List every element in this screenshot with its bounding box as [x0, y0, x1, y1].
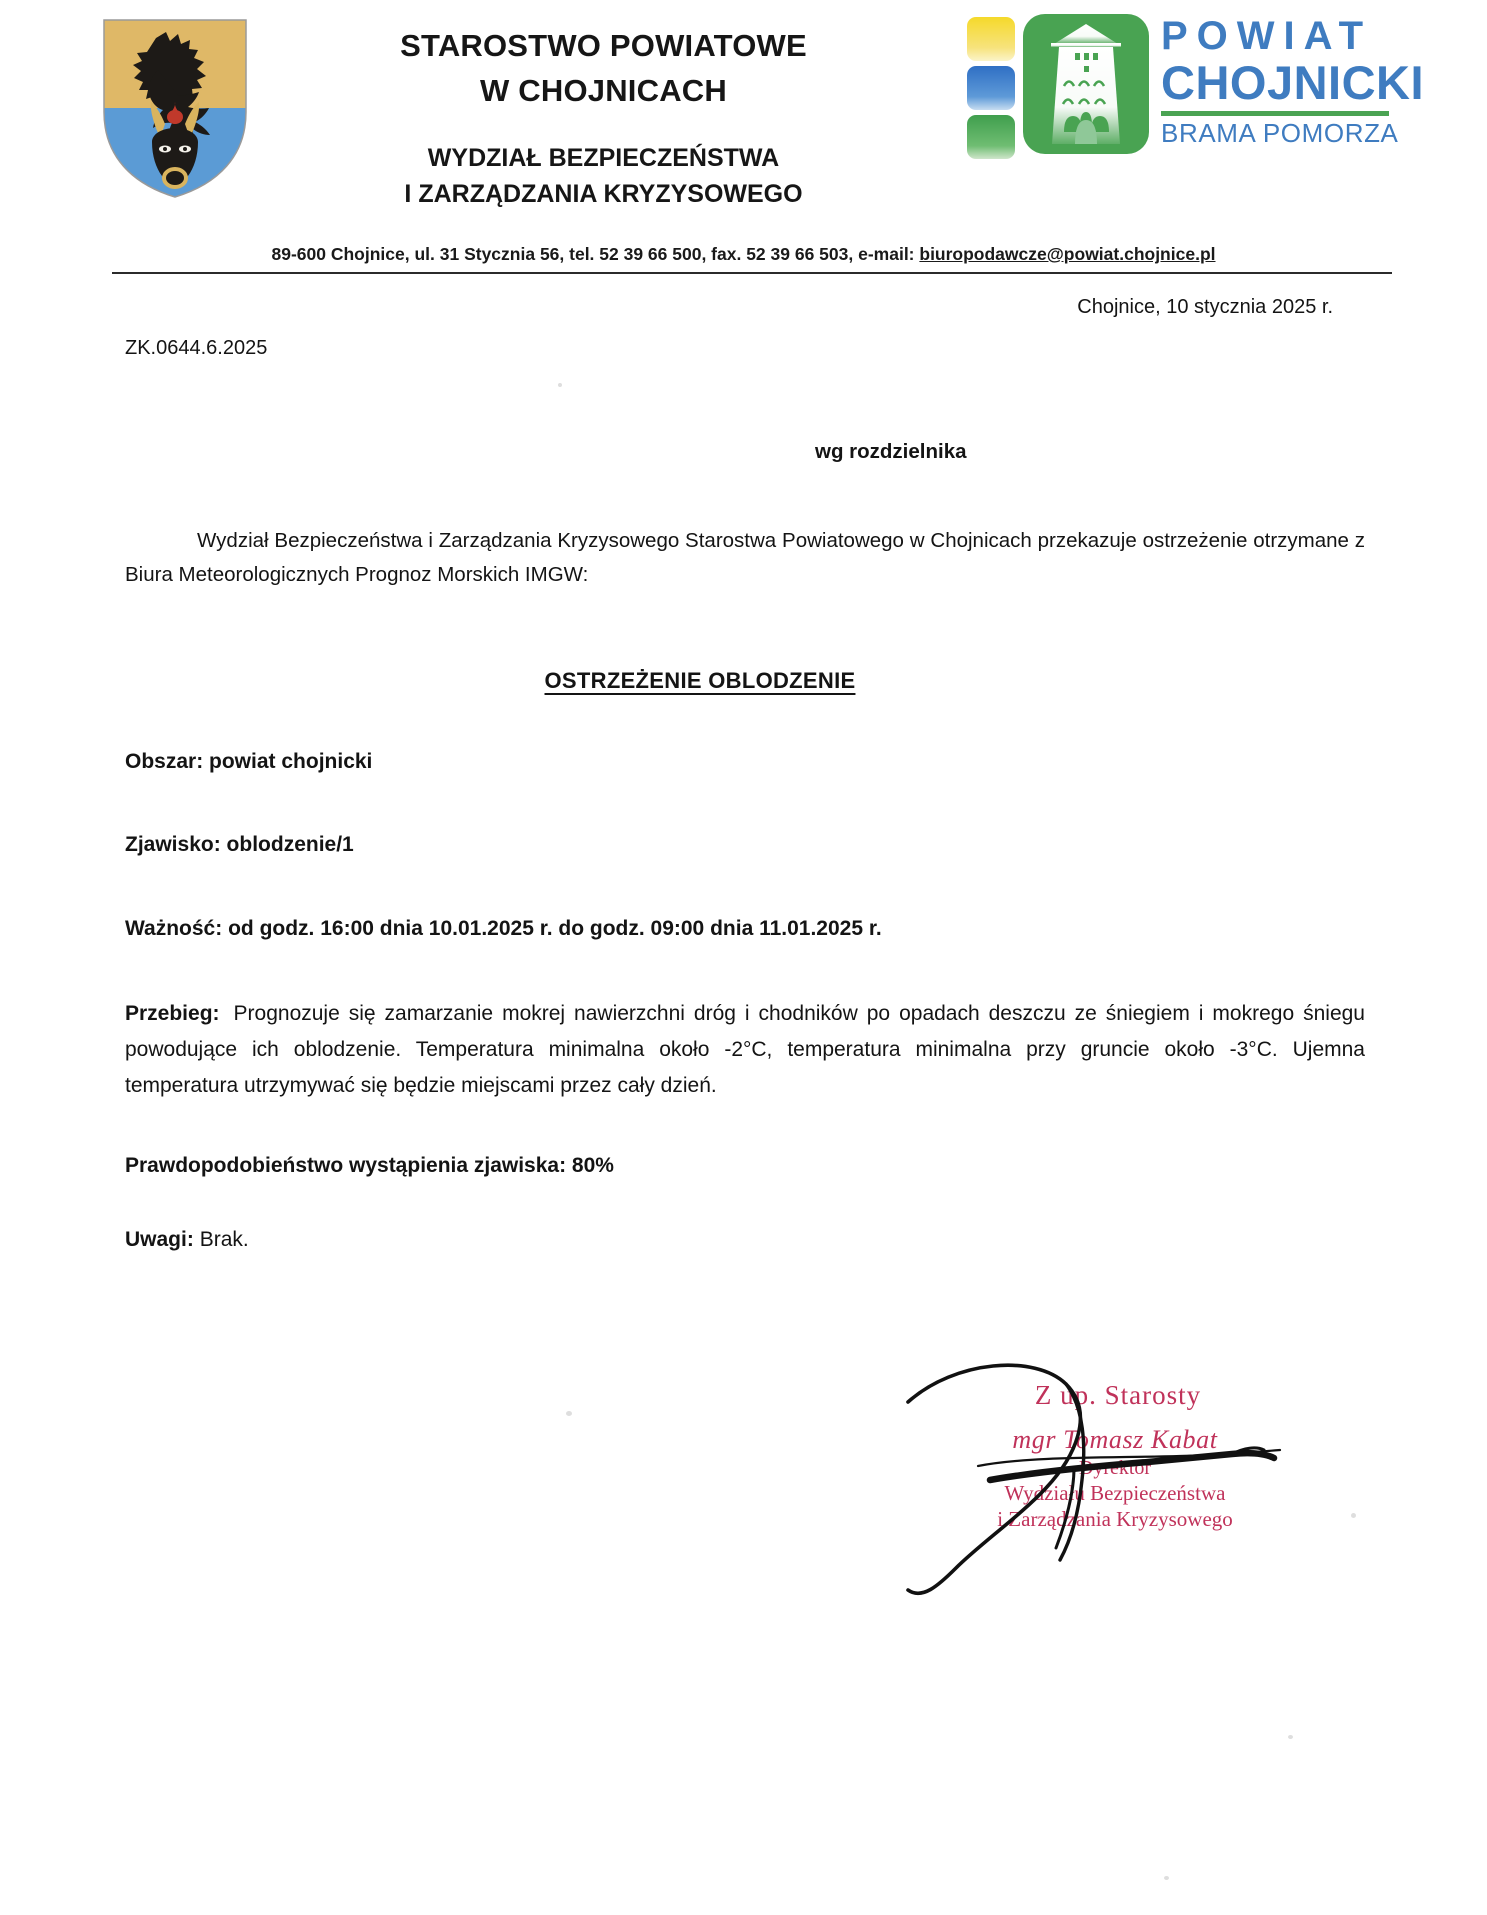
- contact-address-text: 89-600 Chojnice, ul. 31 Stycznia 56, tel. 52 39 66 500, fax. 52 39 66 503, e-mail:: [271, 244, 920, 264]
- reference-number: ZK.0644.6.2025: [125, 337, 268, 359]
- scan-speck: [566, 1411, 572, 1416]
- field-obszar: [125, 746, 1365, 778]
- intro-text: Wydział Bezpieczeństwa i Zarządzania Kryzysowego Starostwa Powiatowego w Chojnicach przekazuje ostrzeżenie otrzymane z Biura Meteorologicznych Prognoz Morskich IMGW:: [125, 529, 1365, 586]
- contact-email-link[interactable]: biuropodawcze@powiat.chojnice.pl: [919, 244, 1216, 264]
- scan-speck: [1351, 1513, 1356, 1518]
- intro-paragraph: [125, 524, 1365, 592]
- logo-square-yellow-icon: [967, 17, 1015, 61]
- logo-square-blue-icon: [967, 66, 1015, 110]
- field-obszar-value: powiat chojnicki: [209, 749, 373, 773]
- field-zjawisko-value: oblodzenie/1: [226, 833, 354, 857]
- logo-gate-tower-icon: [1023, 14, 1149, 154]
- stamp-line-department-2: i Zarządzania Kryzysowego: [997, 1507, 1233, 1531]
- header-divider: [112, 272, 1392, 274]
- org-title-line2: W CHOJNICACH: [480, 72, 727, 108]
- logo-wordmark: [1161, 14, 1424, 148]
- field-uwagi-value: Brak.: [199, 1228, 249, 1252]
- stamp-line-department-1: Wydziału Bezpieczeństwa: [1004, 1481, 1226, 1505]
- letter-body: [0, 296, 1487, 1252]
- dept-title-line2: I ZARZĄDZANIA KRYZYSOWEGO: [404, 180, 803, 209]
- powiat-chojnicki-logo: [967, 8, 1447, 159]
- field-prawdopodobienstwo: Prawdopodobieństwo wystąpienia zjawiska: 80%: [125, 1154, 614, 1178]
- field-zjawisko: [125, 829, 1365, 861]
- scan-speck: [1288, 1735, 1293, 1739]
- header-titles: [250, 8, 957, 212]
- field-uwagi-label: Uwagi:: [125, 1228, 194, 1252]
- logo-color-squares: [967, 14, 1015, 159]
- field-przebieg-value: Prognozuje się zamarzanie mokrej nawierzchni dróg i chodników po opadach deszczu ze śniegiem i mokrego śniegu powodujące ich oblodzenie. Temperatura minimalna około -2°C, temperatura minimalna przy gruncie około -3°C. Ujemna temperatura utrzymywać się będzie miejscami przez cały dzień.: [125, 1002, 1365, 1098]
- org-title-line1: STAROSTWO POWIATOWE: [400, 28, 807, 63]
- dept-title-line1: WYDZIAŁ BEZPIECZEŃSTWA: [427, 143, 780, 172]
- field-przebieg: [125, 996, 1365, 1104]
- field-waznosc: [125, 913, 1365, 945]
- field-zjawisko-label: Zjawisko:: [125, 833, 221, 857]
- coat-of-arms-icon: [100, 16, 250, 206]
- official-stamp: [880, 1380, 1350, 1532]
- addressee: wg rozdzielnika: [815, 440, 967, 463]
- field-waznosc-value: od godz. 16:00 dnia 10.01.2025 r. do godz. 09:00 dnia 11.01.2025 r.: [228, 916, 882, 940]
- logo-text-powiat: POWIAT: [1161, 14, 1373, 58]
- stamp-line-z-up-starosty: Z up. Starosty: [1034, 1380, 1202, 1410]
- stamp-line-name: mgr Tomasz Kabat: [1012, 1425, 1218, 1454]
- field-waznosc-label: Ważność:: [125, 916, 223, 940]
- logo-square-green-icon: [967, 115, 1015, 159]
- letterhead-header: [0, 0, 1487, 250]
- scan-speck: [1164, 1876, 1169, 1880]
- logo-text-brama-pomorza: BRAMA POMORZA: [1161, 118, 1399, 149]
- signature-block: [880, 1380, 1350, 1610]
- logo-text-chojnicki: CHOJNICKI: [1161, 56, 1425, 109]
- field-obszar-label: Obszar:: [125, 749, 204, 773]
- logo-divider: [1161, 111, 1389, 116]
- field-uwagi: [125, 1228, 1365, 1252]
- place-and-date: Chojnice, 10 stycznia 2025 r.: [1077, 296, 1333, 318]
- document-title: OSTRZEŻENIE OBLODZENIE: [544, 667, 856, 693]
- scan-speck: [558, 383, 562, 387]
- field-przebieg-label: Przebieg:: [125, 1002, 220, 1026]
- stamp-line-position: Dyrektor: [1078, 1457, 1152, 1479]
